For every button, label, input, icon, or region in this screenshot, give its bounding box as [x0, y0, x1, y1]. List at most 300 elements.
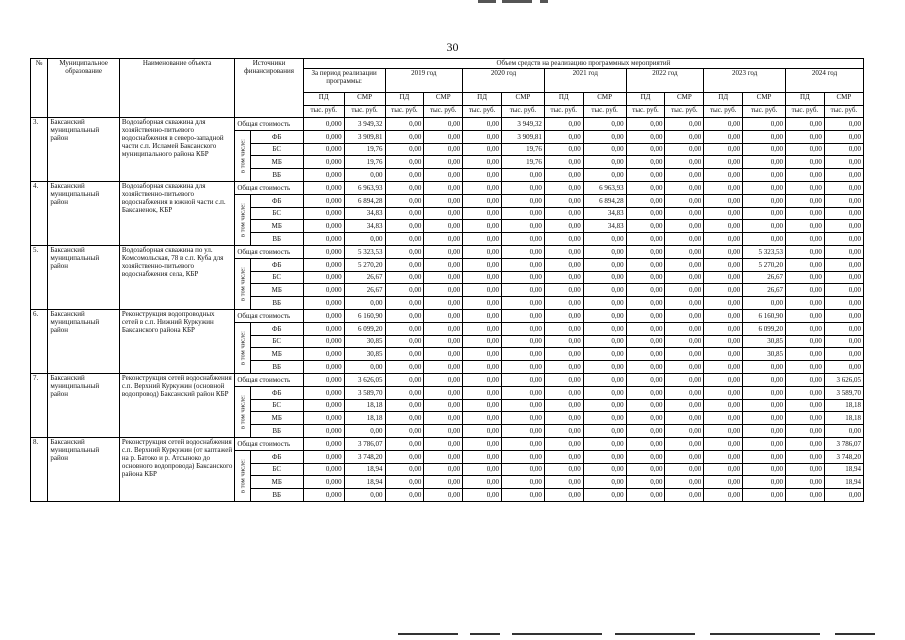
amount-cell: 0,00 — [665, 373, 704, 386]
amount-cell: 0,00 — [544, 284, 583, 297]
amount-cell: 0,00 — [704, 156, 743, 169]
col-header-municipality: Муниципальное образование — [48, 59, 120, 118]
amount-cell: 0,000 — [303, 489, 344, 502]
amount-cell: 0,00 — [665, 220, 704, 233]
object-name-cell: Водозаборная скважина по ул. Комсомольская, 78 в с.п. Куба для хозяйственно-питьевого водоснабжения села, КБР — [119, 245, 234, 309]
amount-cell: 0,00 — [824, 169, 863, 182]
amount-cell: 6 160,90 — [344, 309, 385, 322]
amount-cell: 0,00 — [704, 220, 743, 233]
in-total-label — [235, 322, 250, 373]
amount-cell: 0,00 — [544, 309, 583, 322]
col-header-unit: тыс. руб. — [544, 106, 583, 118]
col-header-funding: Источники финансирования — [235, 59, 303, 118]
funding-source-cell: ВБ — [250, 425, 303, 438]
amount-cell: 0,00 — [463, 194, 502, 207]
amount-cell: 0,00 — [665, 169, 704, 182]
amount-cell: 0,00 — [424, 143, 463, 156]
funding-source-cell: МБ — [250, 476, 303, 489]
amount-cell: 0,00 — [704, 437, 743, 450]
total-cost-label: Общая стоимость — [235, 437, 303, 450]
amount-cell: 0,00 — [583, 322, 626, 335]
col-header-year: 2022 год — [626, 69, 704, 93]
amount-cell: 0,00 — [626, 322, 665, 335]
in-total-label — [235, 130, 250, 181]
amount-cell: 0,00 — [544, 335, 583, 348]
col-header-unit: тыс. руб. — [344, 106, 385, 118]
amount-cell: 0,00 — [786, 425, 825, 438]
funding-source-cell: ВБ — [250, 361, 303, 374]
amount-cell: 0,000 — [303, 233, 344, 246]
amount-cell: 19,76 — [501, 143, 544, 156]
amount-cell: 0,00 — [544, 271, 583, 284]
funding-source-cell: БС — [250, 271, 303, 284]
amount-cell: 0,00 — [544, 386, 583, 399]
amount-cell: 0,00 — [424, 335, 463, 348]
table-row — [31, 245, 864, 258]
amount-cell: 0,00 — [704, 194, 743, 207]
col-header-unit: тыс. руб. — [824, 106, 863, 118]
amount-cell: 0,00 — [626, 297, 665, 310]
amount-cell: 0,00 — [824, 297, 863, 310]
amount-cell: 26,67 — [743, 284, 786, 297]
amount-cell: 0,00 — [385, 297, 424, 310]
amount-cell: 0,00 — [344, 297, 385, 310]
col-header-unit: тыс. руб. — [743, 106, 786, 118]
amount-cell: 0,00 — [786, 373, 825, 386]
col-header-pd: ПД — [786, 93, 825, 106]
amount-cell: 0,00 — [665, 297, 704, 310]
in-total-label — [235, 258, 250, 309]
amount-cell: 0,00 — [544, 143, 583, 156]
amount-cell: 0,00 — [501, 297, 544, 310]
amount-cell: 0,00 — [704, 118, 743, 131]
amount-cell: 0,00 — [385, 309, 424, 322]
municipality-cell: Баксанский муниципальный район — [48, 373, 120, 437]
amount-cell: 0,00 — [501, 386, 544, 399]
amount-cell: 0,00 — [743, 297, 786, 310]
amount-cell: 0,00 — [704, 297, 743, 310]
amount-cell: 0,00 — [786, 258, 825, 271]
amount-cell: 0,00 — [743, 399, 786, 412]
funding-source-cell: ВБ — [250, 489, 303, 502]
amount-cell: 0,00 — [583, 130, 626, 143]
amount-cell: 0,00 — [824, 361, 863, 374]
amount-cell: 0,00 — [626, 194, 665, 207]
amount-cell: 0,00 — [501, 220, 544, 233]
in-total-text: в том числе: — [238, 394, 246, 429]
amount-cell: 0,00 — [424, 463, 463, 476]
amount-cell: 0,00 — [583, 348, 626, 361]
amount-cell: 0,00 — [385, 437, 424, 450]
col-header-year: 2020 год — [463, 69, 545, 93]
amount-cell: 0,000 — [303, 322, 344, 335]
amount-cell: 0,00 — [786, 297, 825, 310]
amount-cell: 18,18 — [344, 399, 385, 412]
funding-source-cell: БС — [250, 143, 303, 156]
amount-cell: 0,00 — [501, 271, 544, 284]
amount-cell: 0,00 — [704, 207, 743, 220]
in-total-label — [235, 386, 250, 437]
amount-cell: 0,00 — [704, 361, 743, 374]
amount-cell: 0,00 — [544, 437, 583, 450]
amount-cell: 0,00 — [544, 425, 583, 438]
municipality-cell: Баксанский муниципальный район — [48, 245, 120, 309]
amount-cell: 0,00 — [626, 220, 665, 233]
amount-cell: 18,94 — [824, 476, 863, 489]
amount-cell: 0,00 — [665, 233, 704, 246]
amount-cell: 0,00 — [743, 130, 786, 143]
amount-cell: 0,00 — [626, 412, 665, 425]
amount-cell: 0,00 — [424, 450, 463, 463]
amount-cell: 0,00 — [583, 463, 626, 476]
amount-cell: 0,000 — [303, 297, 344, 310]
table-row — [31, 309, 864, 322]
amount-cell: 0,00 — [743, 463, 786, 476]
amount-cell: 0,00 — [665, 181, 704, 194]
amount-cell: 18,18 — [824, 412, 863, 425]
amount-cell: 0,00 — [544, 476, 583, 489]
amount-cell: 0,00 — [743, 361, 786, 374]
amount-cell: 0,00 — [626, 399, 665, 412]
amount-cell: 0,00 — [786, 386, 825, 399]
amount-cell: 0,00 — [544, 156, 583, 169]
municipality-cell: Баксанский муниципальный район — [48, 437, 120, 501]
amount-cell: 0,00 — [704, 348, 743, 361]
amount-cell: 0,00 — [626, 130, 665, 143]
amount-cell: 0,00 — [501, 348, 544, 361]
amount-cell: 0,00 — [424, 412, 463, 425]
amount-cell: 0,00 — [743, 489, 786, 502]
amount-cell: 0,00 — [385, 476, 424, 489]
amount-cell: 0,00 — [743, 220, 786, 233]
amount-cell: 0,00 — [501, 412, 544, 425]
amount-cell: 0,00 — [786, 284, 825, 297]
amount-cell: 0,00 — [743, 143, 786, 156]
col-header-unit: тыс. руб. — [385, 106, 424, 118]
amount-cell: 0,00 — [824, 156, 863, 169]
amount-cell: 0,00 — [385, 143, 424, 156]
total-cost-label: Общая стоимость — [235, 118, 303, 131]
amount-cell: 34,83 — [344, 220, 385, 233]
amount-cell: 0,000 — [303, 130, 344, 143]
amount-cell: 0,00 — [544, 412, 583, 425]
amount-cell: 0,00 — [583, 233, 626, 246]
amount-cell: 0,00 — [385, 399, 424, 412]
funding-source-cell: ВБ — [250, 297, 303, 310]
amount-cell: 0,00 — [544, 297, 583, 310]
amount-cell: 0,00 — [385, 322, 424, 335]
amount-cell: 0,00 — [544, 130, 583, 143]
amount-cell: 0,00 — [501, 322, 544, 335]
amount-cell: 0,00 — [704, 271, 743, 284]
funding-source-cell: МБ — [250, 156, 303, 169]
col-header-smr: СМР — [583, 93, 626, 106]
amount-cell: 0,00 — [626, 489, 665, 502]
amount-cell: 0,00 — [786, 489, 825, 502]
funding-source-cell: МБ — [250, 284, 303, 297]
amount-cell: 6 099,20 — [743, 322, 786, 335]
amount-cell: 0,000 — [303, 437, 344, 450]
amount-cell: 3 748,20 — [344, 450, 385, 463]
amount-cell: 19,76 — [344, 143, 385, 156]
amount-cell: 3 909,81 — [501, 130, 544, 143]
amount-cell: 0,00 — [583, 335, 626, 348]
amount-cell: 0,00 — [544, 118, 583, 131]
row-number: 6. — [31, 309, 48, 373]
amount-cell: 0,00 — [463, 207, 502, 220]
col-header-pd: ПД — [544, 93, 583, 106]
amount-cell: 0,000 — [303, 463, 344, 476]
amount-cell: 0,00 — [665, 194, 704, 207]
amount-cell: 0,00 — [385, 194, 424, 207]
amount-cell: 0,00 — [344, 361, 385, 374]
amount-cell: 0,00 — [424, 425, 463, 438]
amount-cell: 0,00 — [743, 412, 786, 425]
amount-cell: 0,00 — [824, 258, 863, 271]
amount-cell: 0,00 — [743, 450, 786, 463]
amount-cell: 3 786,07 — [824, 437, 863, 450]
amount-cell: 0,00 — [704, 412, 743, 425]
amount-cell: 0,00 — [501, 399, 544, 412]
amount-cell: 0,00 — [824, 207, 863, 220]
amount-cell: 0,00 — [626, 373, 665, 386]
amount-cell: 0,00 — [424, 194, 463, 207]
amount-cell: 0,00 — [424, 207, 463, 220]
amount-cell: 0,00 — [583, 399, 626, 412]
municipality-cell: Баксанский муниципальный район — [48, 181, 120, 245]
amount-cell: 0,00 — [463, 489, 502, 502]
total-cost-label: Общая стоимость — [235, 373, 303, 386]
amount-cell: 0,00 — [544, 489, 583, 502]
amount-cell: 0,000 — [303, 169, 344, 182]
amount-cell: 0,00 — [385, 463, 424, 476]
amount-cell: 0,00 — [626, 386, 665, 399]
amount-cell: 0,00 — [385, 258, 424, 271]
col-header-unit: тыс. руб. — [786, 106, 825, 118]
amount-cell: 0,00 — [583, 297, 626, 310]
amount-cell: 0,00 — [786, 361, 825, 374]
amount-cell: 0,00 — [626, 143, 665, 156]
amount-cell: 0,000 — [303, 207, 344, 220]
funding-source-cell: ФБ — [250, 258, 303, 271]
amount-cell: 0,00 — [463, 220, 502, 233]
amount-cell: 0,00 — [743, 425, 786, 438]
amount-cell: 0,00 — [665, 463, 704, 476]
amount-cell: 0,00 — [583, 373, 626, 386]
amount-cell: 0,00 — [786, 194, 825, 207]
amount-cell: 0,00 — [501, 258, 544, 271]
amount-cell: 0,000 — [303, 309, 344, 322]
page-number: 30 — [446, 40, 459, 54]
municipality-cell: Баксанский муниципальный район — [48, 118, 120, 182]
amount-cell: 0,00 — [665, 348, 704, 361]
amount-cell: 0,00 — [704, 335, 743, 348]
amount-cell: 0,00 — [424, 373, 463, 386]
amount-cell: 0,00 — [786, 309, 825, 322]
amount-cell: 0,00 — [743, 169, 786, 182]
amount-cell: 26,67 — [344, 284, 385, 297]
amount-cell: 0,00 — [385, 118, 424, 131]
amount-cell: 0,00 — [583, 386, 626, 399]
amount-cell: 3 786,07 — [344, 437, 385, 450]
amount-cell: 34,83 — [583, 207, 626, 220]
amount-cell: 0,000 — [303, 118, 344, 131]
amount-cell: 3 626,05 — [344, 373, 385, 386]
amount-cell: 6 963,93 — [344, 181, 385, 194]
amount-cell: 0,00 — [743, 437, 786, 450]
amount-cell: 0,00 — [583, 156, 626, 169]
amount-cell: 0,00 — [463, 284, 502, 297]
amount-cell: 19,76 — [344, 156, 385, 169]
amount-cell: 0,00 — [626, 207, 665, 220]
amount-cell: 0,00 — [626, 118, 665, 131]
funding-source-cell: ВБ — [250, 233, 303, 246]
amount-cell: 0,00 — [385, 335, 424, 348]
amount-cell: 0,00 — [665, 143, 704, 156]
amount-cell: 0,00 — [544, 220, 583, 233]
amount-cell: 0,00 — [704, 373, 743, 386]
funding-source-cell: МБ — [250, 220, 303, 233]
funding-source-cell: ФБ — [250, 130, 303, 143]
amount-cell: 0,00 — [824, 143, 863, 156]
amount-cell: 0,00 — [824, 425, 863, 438]
amount-cell: 0,00 — [424, 489, 463, 502]
amount-cell: 0,00 — [583, 361, 626, 374]
amount-cell: 0,00 — [704, 233, 743, 246]
amount-cell: 6 099,20 — [344, 322, 385, 335]
amount-cell: 0,00 — [583, 425, 626, 438]
amount-cell: 0,00 — [824, 309, 863, 322]
amount-cell: 0,00 — [665, 322, 704, 335]
amount-cell: 3 949,32 — [344, 118, 385, 131]
col-header-smr: СМР — [424, 93, 463, 106]
amount-cell: 0,00 — [704, 489, 743, 502]
amount-cell: 0,000 — [303, 425, 344, 438]
in-total-text: в том числе: — [238, 202, 246, 237]
amount-cell: 0,00 — [385, 271, 424, 284]
amount-cell: 0,00 — [463, 130, 502, 143]
amount-cell: 0,00 — [463, 322, 502, 335]
object-name-cell: Реконструкция водопроводных сетей в с.п. Нижний Куркужин Баксанского района КБР — [119, 309, 234, 373]
amount-cell: 0,00 — [743, 181, 786, 194]
amount-cell: 0,00 — [424, 348, 463, 361]
amount-cell: 0,00 — [583, 118, 626, 131]
amount-cell: 0,00 — [424, 245, 463, 258]
in-total-text: в том числе: — [238, 330, 246, 365]
amount-cell: 0,00 — [786, 143, 825, 156]
amount-cell: 0,00 — [501, 309, 544, 322]
amount-cell: 0,00 — [583, 284, 626, 297]
amount-cell: 0,000 — [303, 156, 344, 169]
amount-cell: 0,00 — [824, 284, 863, 297]
amount-cell: 18,94 — [824, 463, 863, 476]
amount-cell: 0,00 — [385, 412, 424, 425]
amount-cell: 0,00 — [385, 489, 424, 502]
amount-cell: 30,85 — [743, 348, 786, 361]
amount-cell: 0,00 — [501, 463, 544, 476]
amount-cell: 30,85 — [743, 335, 786, 348]
amount-cell: 0,00 — [704, 181, 743, 194]
amount-cell: 0,00 — [424, 258, 463, 271]
amount-cell: 0,00 — [344, 425, 385, 438]
amount-cell: 0,000 — [303, 245, 344, 258]
municipality-cell: Баксанский муниципальный район — [48, 309, 120, 373]
amount-cell: 0,00 — [544, 194, 583, 207]
amount-cell: 0,000 — [303, 450, 344, 463]
col-header-unit: тыс. руб. — [704, 106, 743, 118]
amount-cell: 0,00 — [665, 399, 704, 412]
amount-cell: 0,000 — [303, 258, 344, 271]
amount-cell: 0,00 — [704, 245, 743, 258]
amount-cell: 0,00 — [786, 437, 825, 450]
amount-cell: 5 323,53 — [344, 245, 385, 258]
col-header-unit: тыс. руб. — [626, 106, 665, 118]
amount-cell: 0,00 — [463, 412, 502, 425]
amount-cell: 0,00 — [665, 245, 704, 258]
amount-cell: 0,00 — [501, 169, 544, 182]
amount-cell: 0,000 — [303, 361, 344, 374]
col-header-pd: ПД — [303, 93, 344, 106]
amount-cell: 0,00 — [704, 284, 743, 297]
amount-cell: 0,00 — [385, 233, 424, 246]
col-header-volume: Объем средств на реализацию программных мероприятий — [303, 59, 863, 69]
total-cost-label: Общая стоимость — [235, 181, 303, 194]
amount-cell: 0,00 — [385, 361, 424, 374]
amount-cell: 0,00 — [463, 476, 502, 489]
amount-cell: 0,00 — [665, 118, 704, 131]
amount-cell: 0,00 — [463, 271, 502, 284]
amount-cell: 0,00 — [786, 169, 825, 182]
amount-cell: 0,00 — [463, 425, 502, 438]
amount-cell: 0,00 — [583, 412, 626, 425]
col-header-smr: СМР — [501, 93, 544, 106]
amount-cell: 0,00 — [501, 181, 544, 194]
amount-cell: 0,00 — [424, 309, 463, 322]
amount-cell: 0,00 — [665, 489, 704, 502]
amount-cell: 0,00 — [463, 309, 502, 322]
amount-cell: 0,00 — [544, 233, 583, 246]
funding-source-cell: ФБ — [250, 450, 303, 463]
object-name-cell: Водозаборная скважина для хозяйственно-питьевого водоснабжения в северо-западной части с.п. Исламей Баксанского муниципального района КБР — [119, 118, 234, 182]
amount-cell: 0,00 — [424, 476, 463, 489]
amount-cell: 5 270,20 — [344, 258, 385, 271]
amount-cell: 0,00 — [424, 118, 463, 131]
amount-cell: 0,00 — [626, 348, 665, 361]
funding-source-cell: МБ — [250, 412, 303, 425]
amount-cell: 0,00 — [583, 258, 626, 271]
row-number: 4. — [31, 181, 48, 245]
amount-cell: 0,00 — [704, 130, 743, 143]
amount-cell: 0,00 — [704, 169, 743, 182]
amount-cell: 0,00 — [501, 489, 544, 502]
funding-source-cell: ВБ — [250, 169, 303, 182]
amount-cell: 0,000 — [303, 220, 344, 233]
in-total-text: в том числе: — [238, 138, 246, 173]
amount-cell: 0,00 — [385, 284, 424, 297]
amount-cell: 0,00 — [544, 463, 583, 476]
amount-cell: 0,00 — [501, 194, 544, 207]
amount-cell: 0,00 — [824, 348, 863, 361]
amount-cell: 0,00 — [544, 181, 583, 194]
amount-cell: 0,00 — [463, 450, 502, 463]
amount-cell: 0,00 — [786, 463, 825, 476]
amount-cell: 0,00 — [824, 322, 863, 335]
amount-cell: 18,18 — [824, 399, 863, 412]
amount-cell: 0,00 — [501, 476, 544, 489]
col-header-year: 2024 год — [786, 69, 864, 93]
amount-cell: 0,00 — [824, 181, 863, 194]
amount-cell: 0,00 — [385, 169, 424, 182]
